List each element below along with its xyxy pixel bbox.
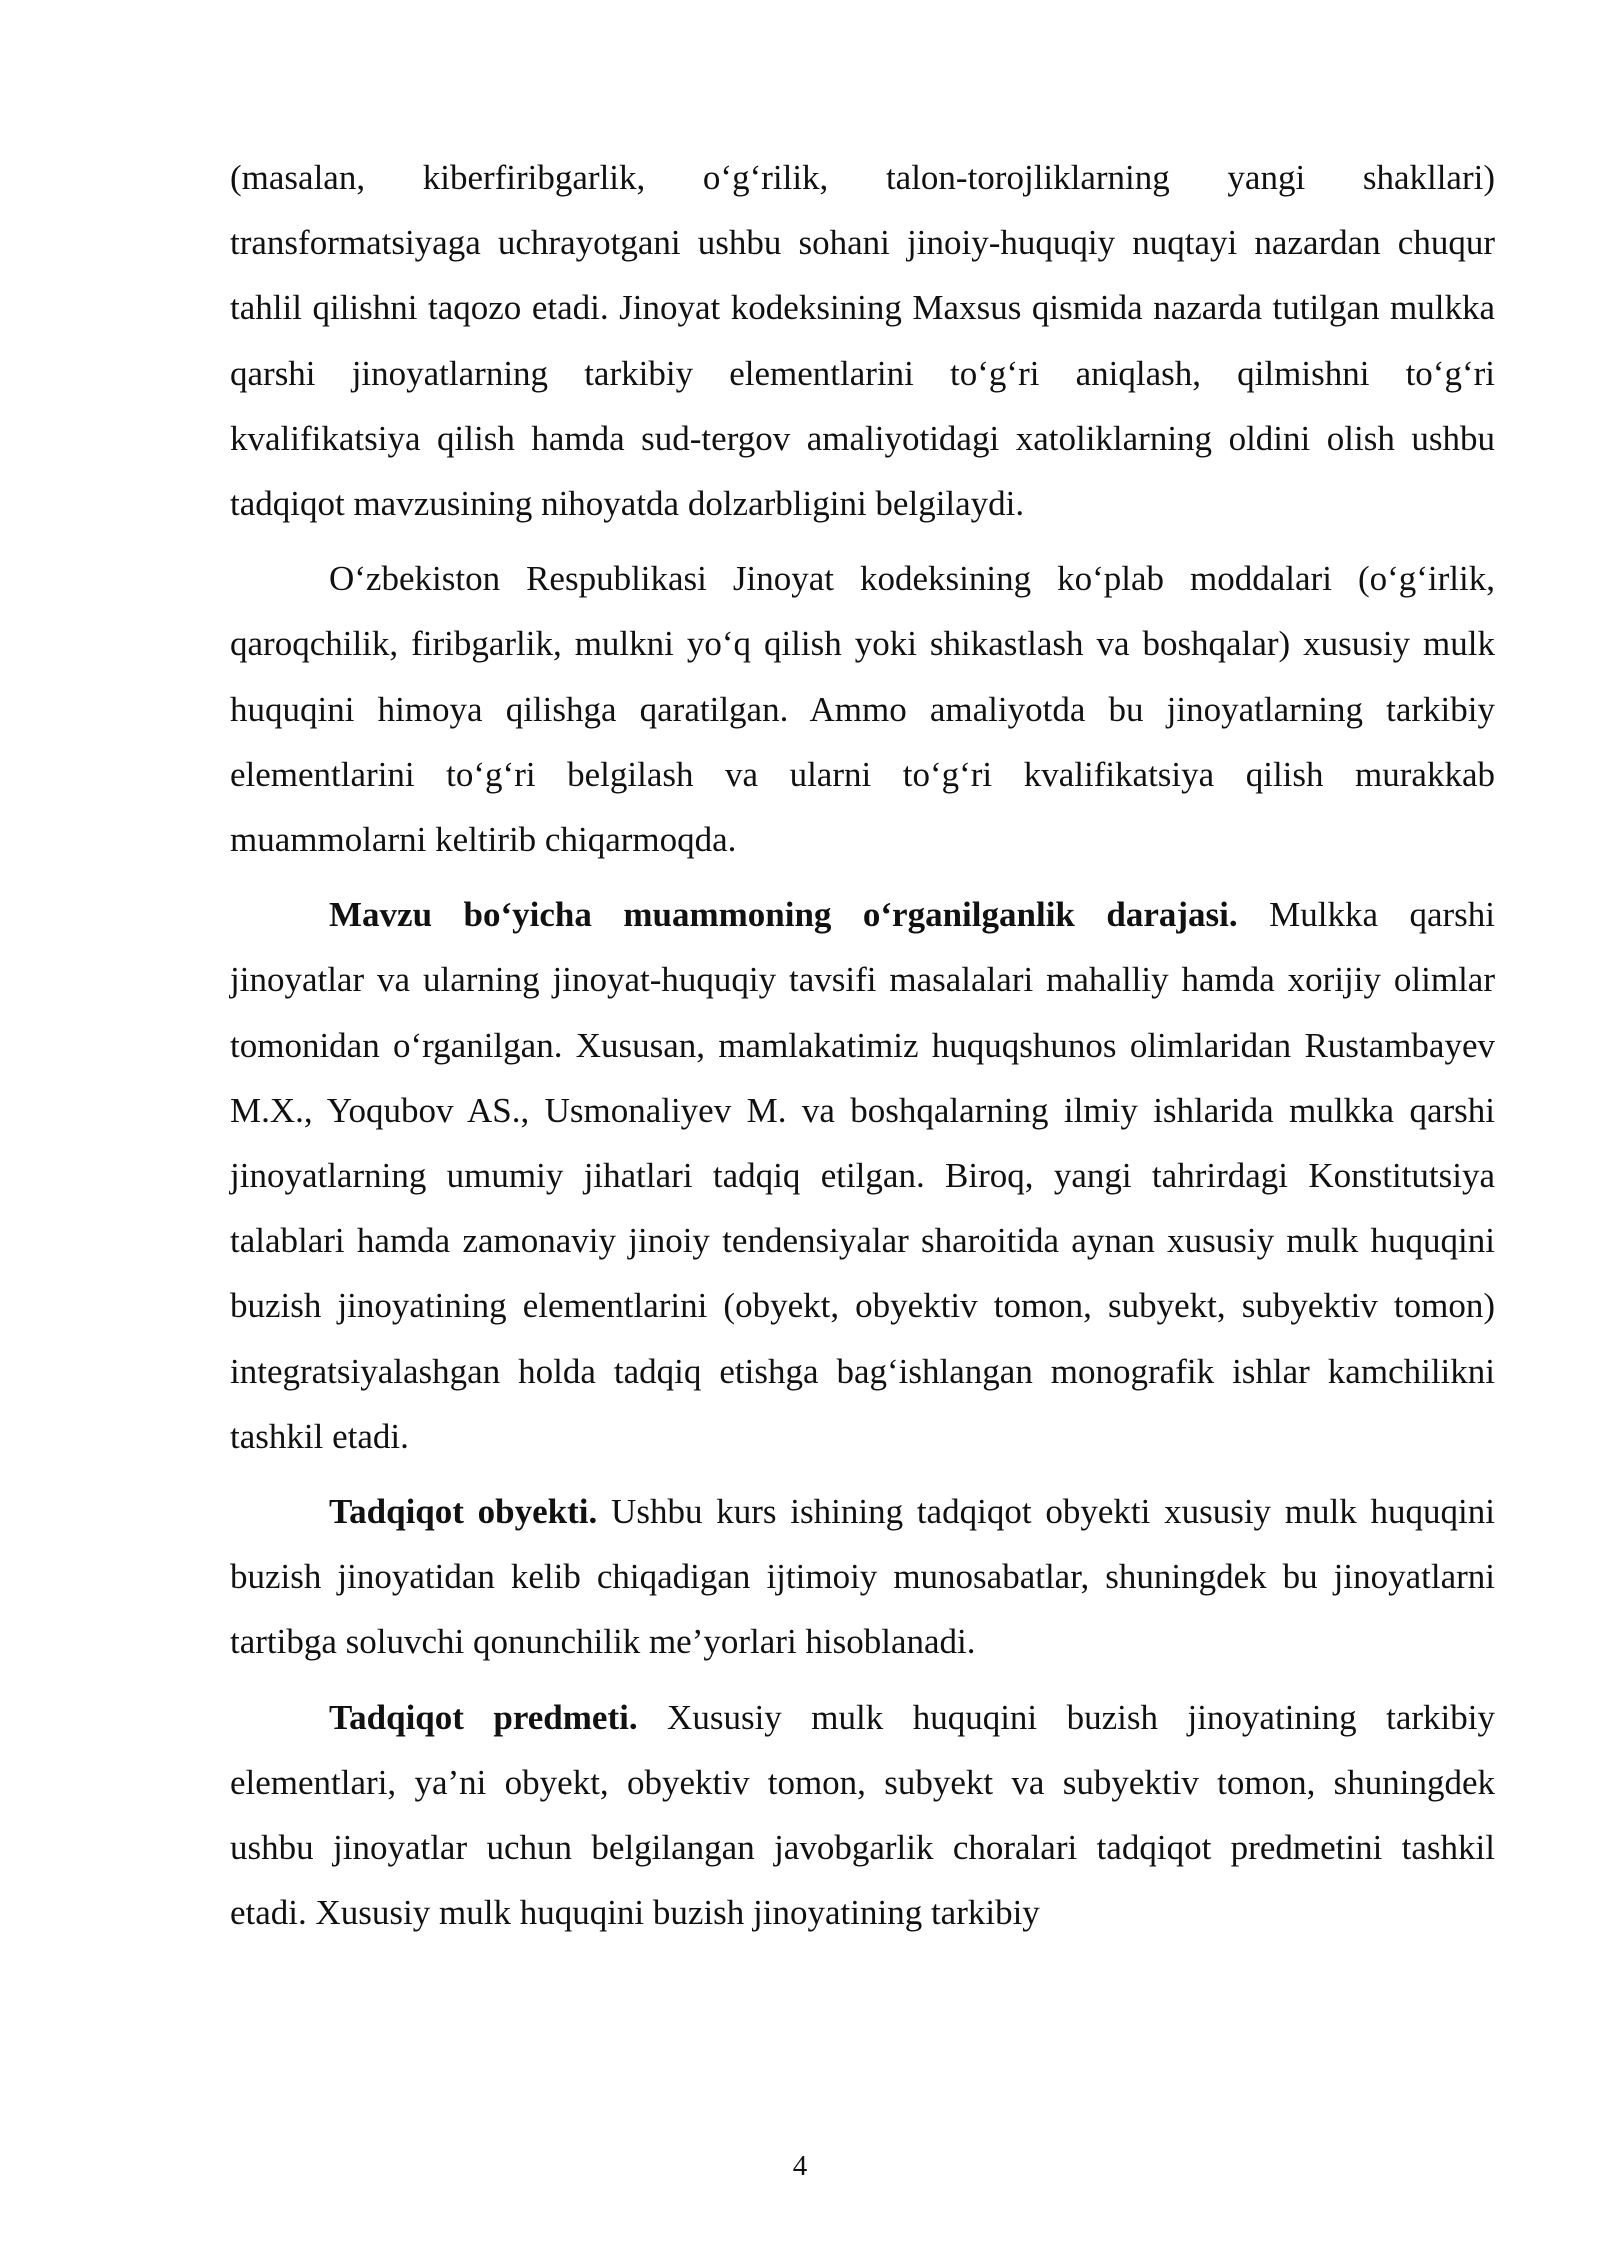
paragraph-research-subject xyxy=(230,1685,1495,1946)
paragraph-2 xyxy=(230,546,1495,872)
section-heading-research-degree: Mavzu bo‘yicha muammoning o‘rganilganlik darajasi. xyxy=(329,895,1238,935)
document-body xyxy=(230,145,1495,1955)
paragraph-research-degree xyxy=(230,882,1495,1469)
paragraph-2-text: O‘zbekiston Respublikasi Jinoyat kodeksining ko‘plab moddalari (o‘g‘irlik, qaroqchilik, firibgarlik, mulkni yo‘q qilish yoki shikastlash va boshqalar) xususiy mulk huquqini himoya qilishga qaratilgan. Ammo amaliyotda bu jinoyatlarning tarkibiy elementlarini to‘g‘ri belgilash va ularni to‘g‘ri kvalifikatsiya qilish murakkab muammolarni keltirib chiqarmoqda. xyxy=(230,559,1495,860)
section-heading-research-subject: Tadqiqot predmeti. xyxy=(329,1697,638,1737)
paragraph-research-object xyxy=(230,1479,1495,1675)
section-heading-research-object: Tadqiqot obyekti. xyxy=(329,1492,598,1532)
paragraph-research-object-text: Ushbu kurs ishining tadqiqot obyekti xususiy mulk huquqini buzish jinoyatidan kelib chiqadigan ijtimoiy munosabatlar, shuningdek bu jinoyatlarni tartibga soluvchi qonunchilik me’yorlari hisoblanadi. xyxy=(230,1492,1495,1662)
paragraph-1-text: (masalan, kiberfiribgarlik, o‘g‘rilik, talon-torojliklarning yangi shakllari) transformatsiyaga uchrayotgani ushbu sohani jinoiy-huquqiy nuqtayi nazardan chuqur tahlil qilishni taqozo etadi. Jinoyat kodeksining Maxsus qismida nazarda tutilgan mulkka qarshi jinoyatlarning tarkibiy elementlarini to‘g‘ri aniqlash, qilmishni to‘g‘ri kvalifikatsiya qilish hamda sud-tergov amaliyotidagi xatoliklarning oldini olish ushbu tadqiqot mavzusining nihoyatda dolzarbligini belgilaydi. xyxy=(230,158,1495,524)
paragraph-research-degree-text: Mulkka qarshi jinoyatlar va ularning jinoyat-huquqiy tavsifi masalalari mahalliy hamda xorijiy olimlar tomonidan o‘rganilgan. Xususan, mamlakatimiz huquqshunos olimlaridan Rustambayev M.X., Yoqubov AS., Usmonaliyev M. va boshqalarning ilmiy ishlarida mulkka qarshi jinoyatlarning umumiy jihatlari tadqiq etilgan. Biroq, yangi tahrirdagi Konstitutsiya talablari hamda zamonaviy jinoiy tendensiyalar sharoitida aynan xususiy mulk huquqini buzish jinoyatining elementlarini (obyekt, obyektiv tomon, subyekt, subyektiv tomon) integratsiyalashgan holda tadqiq etishga bag‘ishlangan monografik ishlar kamchilikni tashkil etadi. xyxy=(230,895,1495,1456)
paragraph-1 xyxy=(230,145,1495,536)
page-number: 4 xyxy=(792,2150,808,2182)
paragraph-research-subject-text: Xususiy mulk huquqini buzish jinoyatining tarkibiy elementlari, ya’ni obyekt, obyektiv tomon, subyekt va subyektiv tomon, shuningdek ushbu jinoyatlar uchun belgilangan javobgarlik choralari tadqiqot predmetini tashkil etadi. Xususiy mulk huquqini buzish jinoyatining tarkibiy xyxy=(230,1697,1495,1933)
